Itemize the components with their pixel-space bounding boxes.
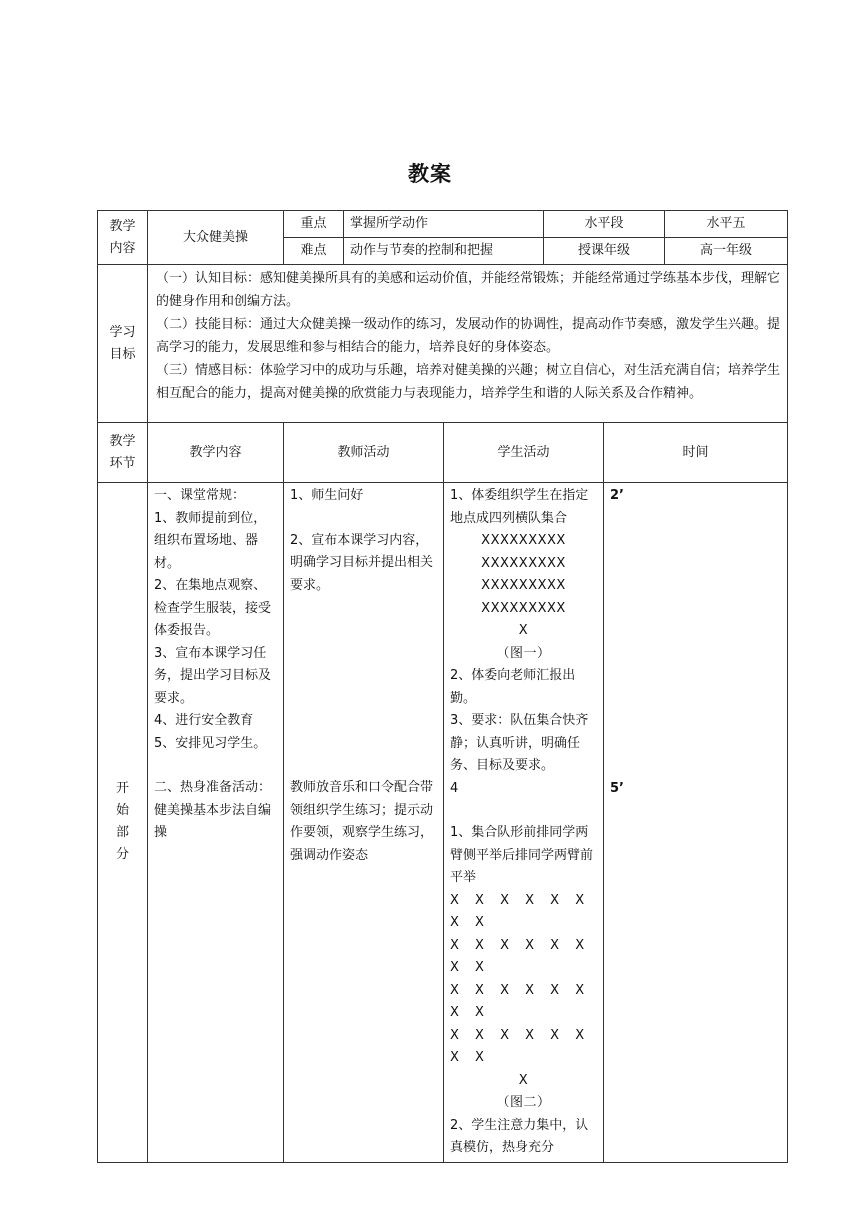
col-time: 时间	[604, 423, 788, 483]
figure-caption: （图二）	[496, 1095, 551, 1110]
goal-emotion: （三）情感目标：体验学习中的成功与乐趣，培养对健美操的兴趣；树立自信心，对生活充满自信；培养学生相互配合的能力，提高对健美操的欣赏能力与表现能力，培养学生和谐的人际关系及合作精神。	[156, 363, 781, 401]
formation-row: XXXXXXXXX	[481, 600, 566, 616]
content-item: 2、在集地点观察、检查学生服装，接受体委报告。	[154, 578, 272, 638]
formation-row: X X X X X X X X	[450, 892, 591, 930]
student-item: 2、学生注意力集中，认真模仿，热身充分	[450, 1117, 589, 1155]
student-item: 2、体委向老师汇报出勤。	[450, 668, 576, 706]
col-stage: 教学环节	[98, 423, 148, 483]
level-value: 水平五	[665, 211, 788, 238]
content-item: 一、课堂常规：	[154, 488, 246, 503]
student-item: 3、要求：队伍集合快齐静；认真听讲，明确任务、目标及要求。	[450, 713, 589, 773]
content-item: 4、进行安全教育	[154, 713, 254, 728]
goal-skill: （二）技能目标：通过大众健美操一级动作的练习，发展动作的协调性，提高动作节奏感，激发学生兴趣。提高学习的能力，发展思维和参与相结合的能力，培养良好的身体姿态。	[156, 317, 781, 355]
col-teacher: 教师活动	[284, 423, 444, 483]
formation-teacher: X	[518, 623, 529, 638]
content-item: 5、安排见习学生。	[154, 735, 267, 751]
content-item: 二、热身准备活动：	[154, 780, 272, 795]
content-item: 1、教师提前到位，组织布置场地、器材。	[154, 510, 267, 571]
student-item: 1、体委组织学生在指定地点成四列横队集合	[450, 488, 589, 526]
formation-row: XXXXXXXXX	[481, 578, 566, 593]
content-label: 教学内容	[98, 211, 148, 265]
col-student: 学生活动	[444, 423, 604, 483]
formation-row: XXXXXXXXX	[481, 555, 566, 571]
teacher-item: 2、宣布本课学习内容，明确学习目标并提出相关要求。	[290, 532, 434, 593]
student-item: 4	[450, 780, 459, 796]
col-content: 教学内容	[148, 423, 284, 483]
content-value: 大众健美操	[148, 211, 284, 265]
teacher-item: 教师放音乐和口令配合带领组织学生练习；提示动作要领，观察学生练习，强调动作姿态	[290, 780, 434, 863]
figure-caption: （图一）	[496, 645, 551, 661]
level-label: 水平段	[544, 211, 665, 238]
formation-teacher: X	[518, 1072, 529, 1088]
difficulty-label: 难点	[284, 238, 344, 265]
formation-row: X X X X X X X X	[450, 937, 591, 975]
goal-cognitive: （一）认知目标：感知健美操所具有的美感和运动价值，并能经常锻炼；并能经常通过学练基本步伐，理解它的健身作用和创编方法。	[156, 271, 781, 309]
lesson-plan-table	[97, 210, 788, 1163]
stage-start: 开始部分	[98, 483, 148, 1163]
page-title: 教案	[408, 162, 452, 186]
formation-row: XXXXXXXXX	[481, 533, 566, 548]
grade-value: 高一年级	[665, 238, 788, 265]
time-value: 2’	[610, 488, 624, 503]
time-value: 5’	[610, 780, 624, 796]
difficulty-value: 动作与节奏的控制和把握	[344, 238, 544, 265]
grade-label: 授课年级	[544, 238, 665, 265]
key-value: 掌握所学动作	[344, 211, 544, 238]
formation-row: X X X X X X X X	[450, 982, 591, 1020]
goals-label: 学习目标	[98, 265, 148, 423]
key-label: 重点	[284, 211, 344, 238]
content-item: 健美操基本步法自编操	[154, 802, 272, 840]
teacher-item: 1、师生问好	[290, 488, 364, 503]
formation-row: X X X X X X X X	[450, 1027, 591, 1065]
content-item: 3、宣布本课学习任务，提出学习目标及要求。	[154, 645, 272, 706]
student-item: 1、集合队形前排同学两臂侧平举后排同学两臂前平举	[450, 825, 594, 885]
